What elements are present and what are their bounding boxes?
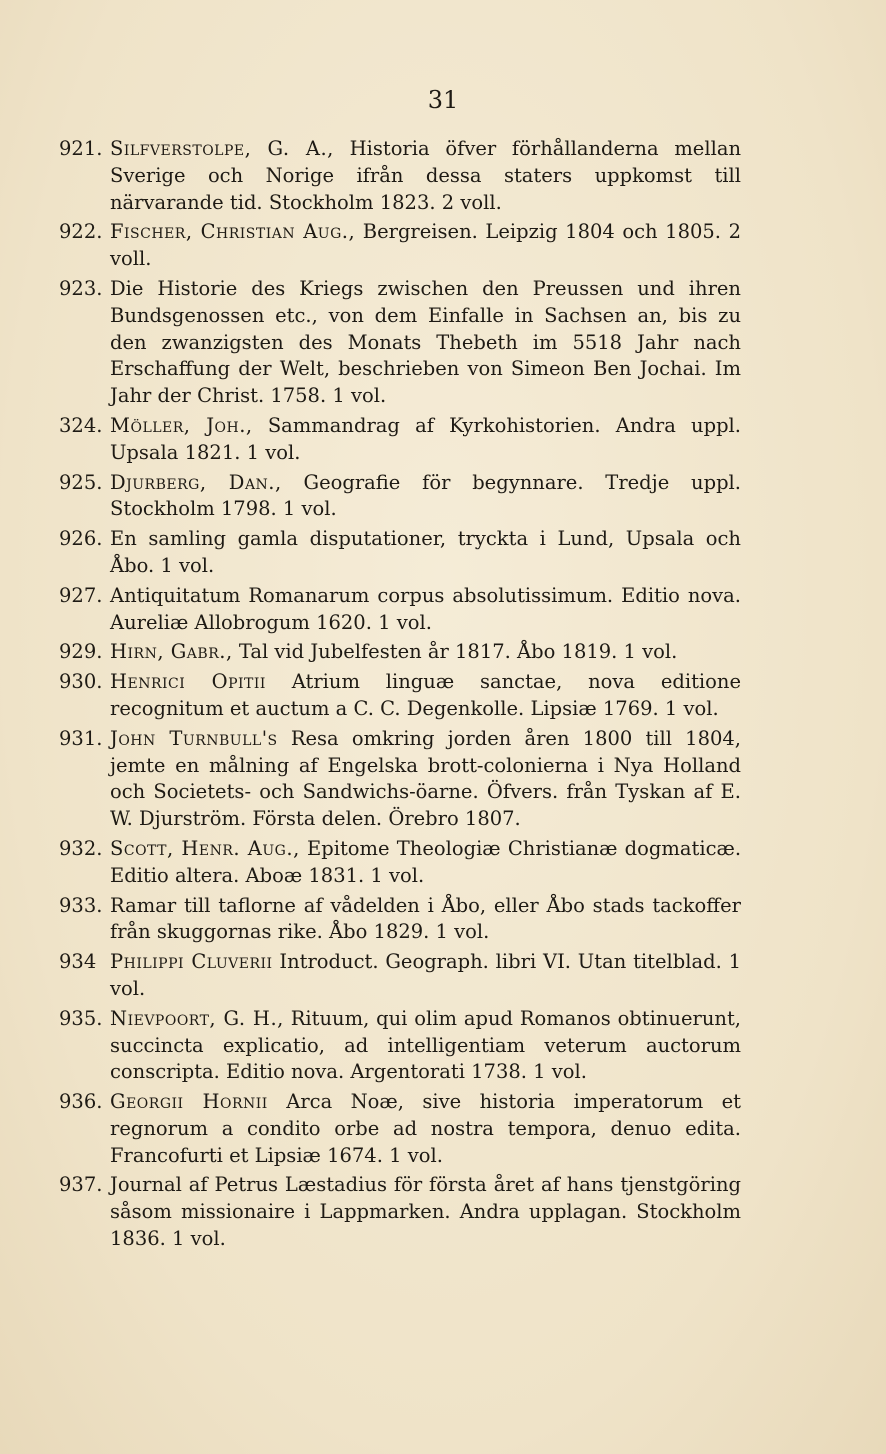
catalogue-entry bbox=[59, 726, 741, 833]
entry-number: 937. bbox=[59, 1173, 103, 1197]
entry-author: Djurberg, Dan., bbox=[110, 470, 282, 494]
entry-number: 932. bbox=[59, 836, 103, 860]
catalogue-entry bbox=[59, 526, 741, 580]
catalogue-entry bbox=[59, 949, 741, 1003]
catalogue-entry bbox=[59, 470, 741, 524]
entry-text: Bergreisen. Leipzig 1804 och 1805. 2 voll. bbox=[110, 220, 741, 271]
catalogue-entry bbox=[59, 836, 741, 890]
catalogue-entry bbox=[59, 413, 741, 467]
entry-text: Resa omkring jorden åren 1800 till 1804, jemte en målning af Engelska brott-colonierna i Nya Holland och Societets- och Sandwichs-öarne. Öfvers. från Tyskan af E. W. Djurström. Första delen. Örebro 1807. bbox=[110, 726, 741, 831]
entry-text: Tal vid Jubelfesten år 1817. Åbo 1819. 1 vol. bbox=[238, 640, 678, 664]
entry-text: Arca Noæ, sive historia imperatorum et regnorum a condito orbe ad nostra tempora, denuo edita. Francofurti et Lipsiæ 1674. 1 vol. bbox=[110, 1090, 742, 1167]
entry-author: Georgii Hornii bbox=[110, 1090, 268, 1114]
entry-text: Sammandrag af Kyrkohistorien. Andra uppl. Upsala 1821. 1 vol. bbox=[110, 413, 741, 464]
page-number: 31 bbox=[427, 86, 459, 114]
entry-number: 927. bbox=[59, 583, 103, 607]
entry-number: 923. bbox=[59, 276, 103, 300]
entry-number: 930. bbox=[59, 670, 103, 694]
entry-number: 934 bbox=[59, 950, 97, 974]
entry-text: Die Historie des Kriegs zwischen den Preussen und ihren Bundsgenossen etc., von dem Einfalle in Sachsen an, bis zu den zwanzigsten des Monats Thebeth im 5518 Jahr nach Erschaffung der Welt, beschrieben von Simeon Ben Jochai. Im Jahr der Christ. 1758. 1 vol. bbox=[110, 276, 741, 408]
catalogue-entry bbox=[59, 136, 741, 216]
entry-author: Fischer, Christian Aug., bbox=[110, 220, 356, 244]
entry-text: Atrium linguæ sanctae, nova editione recognitum et auctum a C. C. Degenkolle. Lipsiæ 1769. 1 vol. bbox=[110, 670, 741, 720]
catalogue-entry bbox=[59, 893, 741, 947]
entry-author: Hirn, Gabr., bbox=[110, 640, 233, 664]
entry-author: Henrici Opitii bbox=[110, 670, 266, 694]
entry-number: 929. bbox=[59, 640, 103, 664]
entry-author: John Turnbull's bbox=[110, 726, 278, 750]
entry-text: Rituum, qui olim apud Romanos obtinuerunt, succincta explicatio, ad intelligentiam veterum auctorum conscripta. Editio nova. Argentorati 1738. 1 vol. bbox=[110, 1006, 741, 1084]
catalogue-entry bbox=[59, 639, 741, 666]
entry-number: 922. bbox=[59, 220, 103, 244]
entry-number: 925. bbox=[59, 470, 103, 494]
catalogue-entry bbox=[59, 1089, 741, 1169]
entry-author: Philippi Cluverii bbox=[110, 950, 273, 974]
entry-author: Scott, Henr. Aug., bbox=[110, 836, 300, 860]
entry-text: Introduct. Geograph. libri VI. Utan titelblad. 1 vol. bbox=[110, 950, 741, 1000]
catalogue-entry bbox=[59, 219, 741, 273]
entry-number: 935. bbox=[59, 1006, 103, 1030]
catalogue-entry bbox=[59, 276, 741, 410]
entry-author: Nievpoort, G. H., bbox=[110, 1006, 284, 1030]
entry-text: Journal af Petrus Læstadius för första året af hans tjenstgöring såsom missionaire i Lappmarken. Andra upplagan. Stockholm 1836. 1 vol. bbox=[110, 1173, 741, 1251]
catalogue-entry bbox=[59, 669, 741, 723]
entry-text: Antiquitatum Romanarum corpus absolutissimum. Editio nova. Aureliæ Allobrogum 1620. 1 vol. bbox=[110, 583, 741, 634]
entry-text: Historia öfver förhållanderna mellan Sverige och Norige ifrån dessa staters uppkomst till närvarande tid. Stockholm 1823. 2 voll. bbox=[110, 137, 742, 214]
catalogue-entry-list bbox=[59, 136, 741, 1256]
entry-number: 324. bbox=[59, 413, 103, 437]
entry-number: 931. bbox=[59, 726, 103, 750]
entry-author: Möller, Joh., bbox=[110, 413, 253, 437]
catalogue-entry bbox=[59, 583, 741, 637]
entry-text: Epitome Theologiæ Christianæ dogmaticæ. Editio altera. Aboæ 1831. 1 vol. bbox=[110, 836, 742, 887]
entry-number: 933. bbox=[59, 893, 103, 917]
entry-number: 936. bbox=[59, 1090, 103, 1114]
entry-number: 921. bbox=[59, 137, 103, 160]
catalogue-entry bbox=[59, 1172, 741, 1252]
entry-text: En samling gamla disputationer, tryckta i Lund, Upsala och Åbo. 1 vol. bbox=[110, 527, 741, 577]
entry-text: Geografie för begynnare. Tredje uppl. Stockholm 1798. 1 vol. bbox=[110, 470, 741, 521]
entry-author: Silfverstolpe, G. A., bbox=[110, 137, 334, 160]
catalogue-entry bbox=[59, 1006, 741, 1086]
entry-text: Ramar till taflorne af vådelden i Åbo, eller Åbo stads tackoffer från skuggornas rike. Åbo 1829. 1 vol. bbox=[110, 893, 741, 944]
entry-number: 926. bbox=[59, 527, 103, 551]
